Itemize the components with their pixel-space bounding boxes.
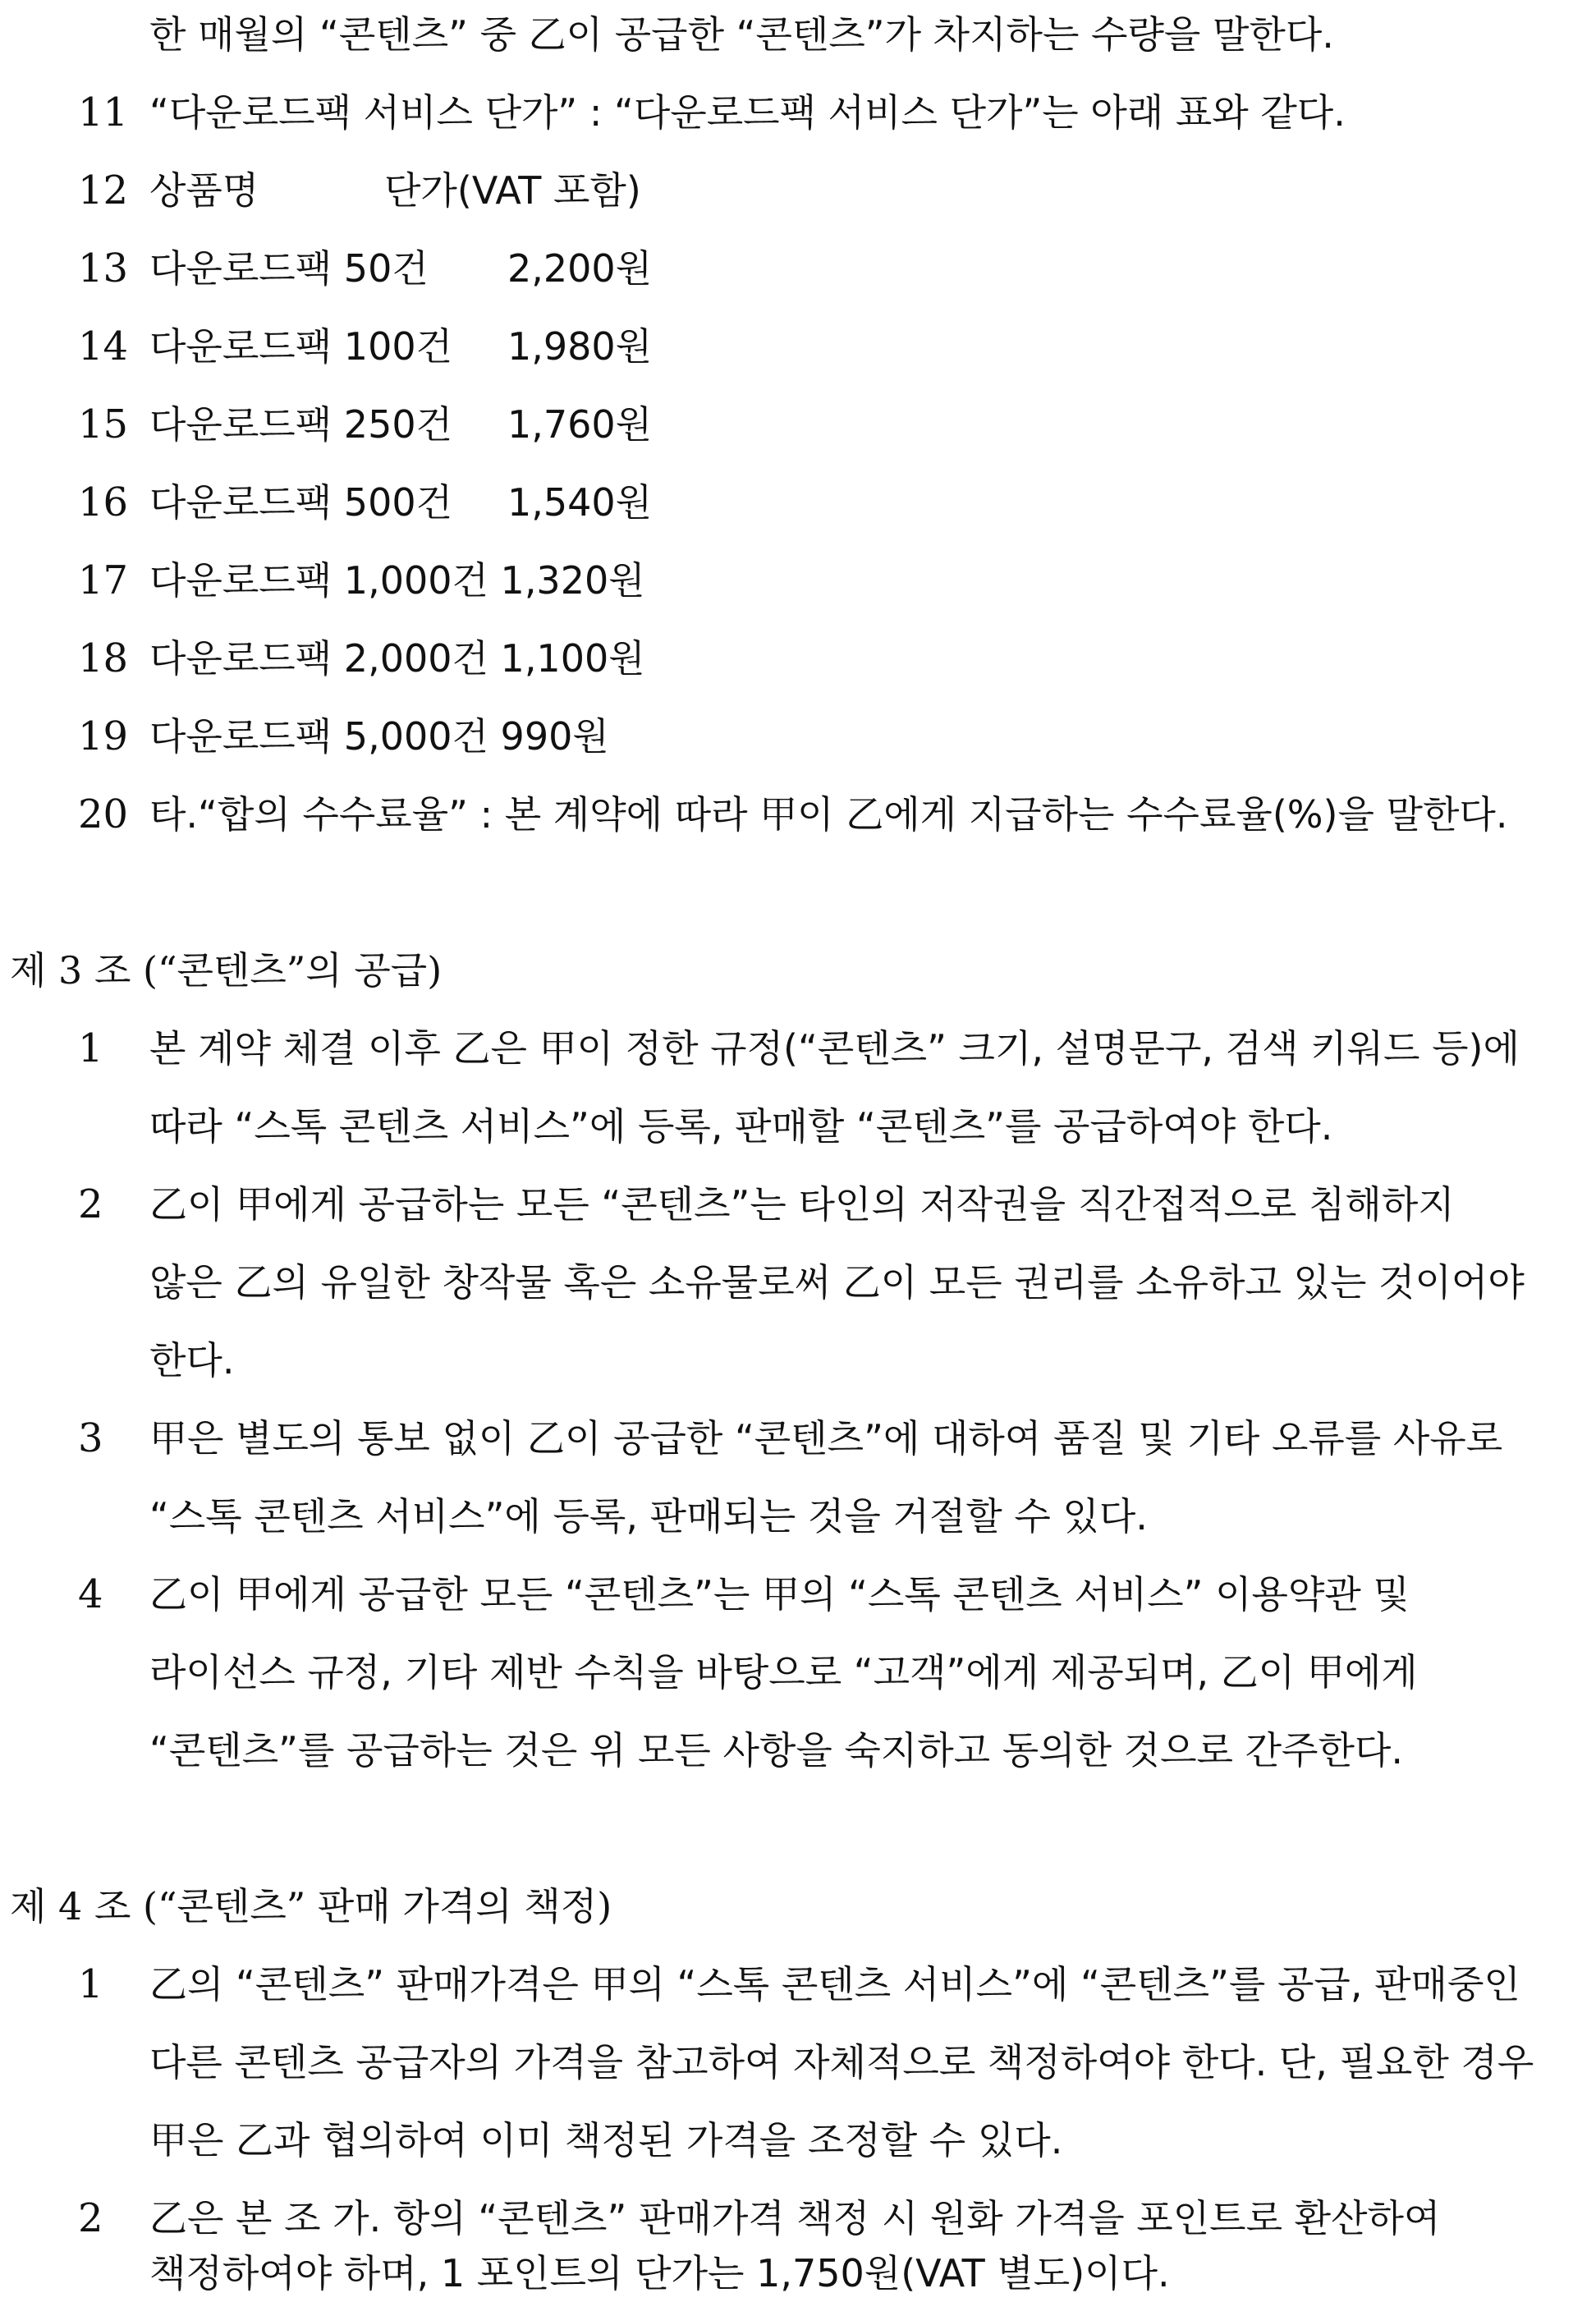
line-number: 15 xyxy=(78,401,129,447)
item-number: 3 xyxy=(78,1415,103,1461)
item-text: 한다. xyxy=(149,1338,235,1383)
line-text: 한 매월의 “콘텐츠” 중 乙이 공급한 “콘텐츠”가 차지하는 수량을 말한다. xyxy=(149,12,1334,57)
column-header-name: 상품명 xyxy=(149,168,259,213)
item-text: 乙은 본 조 가. 항의 “콘텐츠” 판매가격 책정 시 원화 가격을 포인트로 환산하여 xyxy=(149,2196,1441,2240)
line-text: 다운로드팩 5,000건 990원 xyxy=(149,714,609,759)
product-price: 1,980원 xyxy=(507,324,653,369)
line-number: 11 xyxy=(78,89,129,135)
product-name: 다운로드팩 100건 xyxy=(149,324,453,369)
line-number: 14 xyxy=(78,323,129,369)
item-number: 1 xyxy=(78,1961,103,2007)
item-text: 다른 콘텐츠 공급자의 가격을 참고하여 자체적으로 책정하여야 한다. 단, 필요한 경우 xyxy=(149,2040,1534,2084)
item-text: “스톡 콘텐츠 서비스”에 등록, 판매되는 것을 거절할 수 있다. xyxy=(149,1494,1148,1538)
line-text: 타.“합의 수수료율” : 본 계약에 따라 甲이 乙에게 지급하는 수수료율(%)을 말한다. xyxy=(149,792,1508,837)
item-text: 乙이 甲에게 공급한 모든 “콘텐츠”는 甲의 “스톡 콘텐츠 서비스” 이용약관 및 xyxy=(149,1572,1410,1616)
item-number: 2 xyxy=(78,1181,103,1227)
line-text: “다운로드팩 서비스 단가” : “다운로드팩 서비스 단가”는 아래 표와 같다. xyxy=(149,90,1346,135)
product-name: 다운로드팩 250건 xyxy=(149,402,453,447)
line-number: 12 xyxy=(78,167,129,213)
product-price: 1,760원 xyxy=(507,402,653,447)
product-price: 2,200원 xyxy=(507,246,653,291)
article-4-heading: 제 4 조 (“콘텐츠” 판매 가격의 책정) xyxy=(10,1884,612,1928)
item-text: 甲은 乙과 협의하여 이미 책정된 가격을 조정할 수 있다. xyxy=(149,2118,1063,2162)
product-name: 다운로드팩 50건 xyxy=(149,246,429,291)
article-3-heading: 제 3 조 (“콘텐츠”의 공급) xyxy=(10,948,443,993)
item-number: 4 xyxy=(78,1571,103,1617)
line-text: 다운로드팩 2,000건 1,100원 xyxy=(149,636,645,681)
product-price: 1,540원 xyxy=(507,480,653,525)
line-number: 13 xyxy=(78,245,129,291)
line-number: 19 xyxy=(78,713,129,759)
item-text: 甲은 별도의 통보 없이 乙이 공급한 “콘텐츠”에 대하여 품질 및 기타 오류를 사유로 xyxy=(149,1416,1503,1461)
line-number: 20 xyxy=(78,791,129,837)
line-number: 16 xyxy=(78,479,129,525)
item-text: 乙이 甲에게 공급하는 모든 “콘텐츠”는 타인의 저작권을 직간접적으로 침해하지 xyxy=(149,1182,1455,1227)
line-number: 18 xyxy=(78,635,129,681)
item-text: 따라 “스톡 콘텐츠 서비스”에 등록, 판매할 “콘텐츠”를 공급하여야 한다. xyxy=(149,1104,1333,1149)
line-text: 다운로드팩 1,000건 1,320원 xyxy=(149,558,645,603)
product-name: 다운로드팩 500건 xyxy=(149,480,453,525)
item-text: 乙의 “콘텐츠” 판매가격은 甲의 “스톡 콘텐츠 서비스”에 “콘텐츠”를 공급, 판매중인 xyxy=(149,1962,1520,2006)
item-number: 1 xyxy=(78,1025,103,1071)
item-text: 본 계약 체결 이후 乙은 甲이 정한 규정(“콘텐츠” 크기, 설명문구, 검색 키워드 등)에 xyxy=(149,1026,1520,1071)
item-text: 책정하여야 하며, 1 포인트의 단가는 1,750원(VAT 별도)이다. xyxy=(149,2251,1170,2295)
line-number: 17 xyxy=(78,557,129,603)
item-text: 라이선스 규정, 기타 제반 수칙을 바탕으로 “고객”에게 제공되며, 乙이 甲에게 xyxy=(149,1650,1418,1694)
item-number: 2 xyxy=(78,2195,103,2241)
column-header-price: 단가(VAT 포함) xyxy=(384,168,641,213)
item-text: 않은 乙의 유일한 창작물 혹은 소유물로써 乙이 모든 권리를 소유하고 있는 것이어야 xyxy=(149,1260,1525,1305)
item-text: “콘텐츠”를 공급하는 것은 위 모든 사항을 숙지하고 동의한 것으로 간주한다. xyxy=(149,1728,1403,1772)
